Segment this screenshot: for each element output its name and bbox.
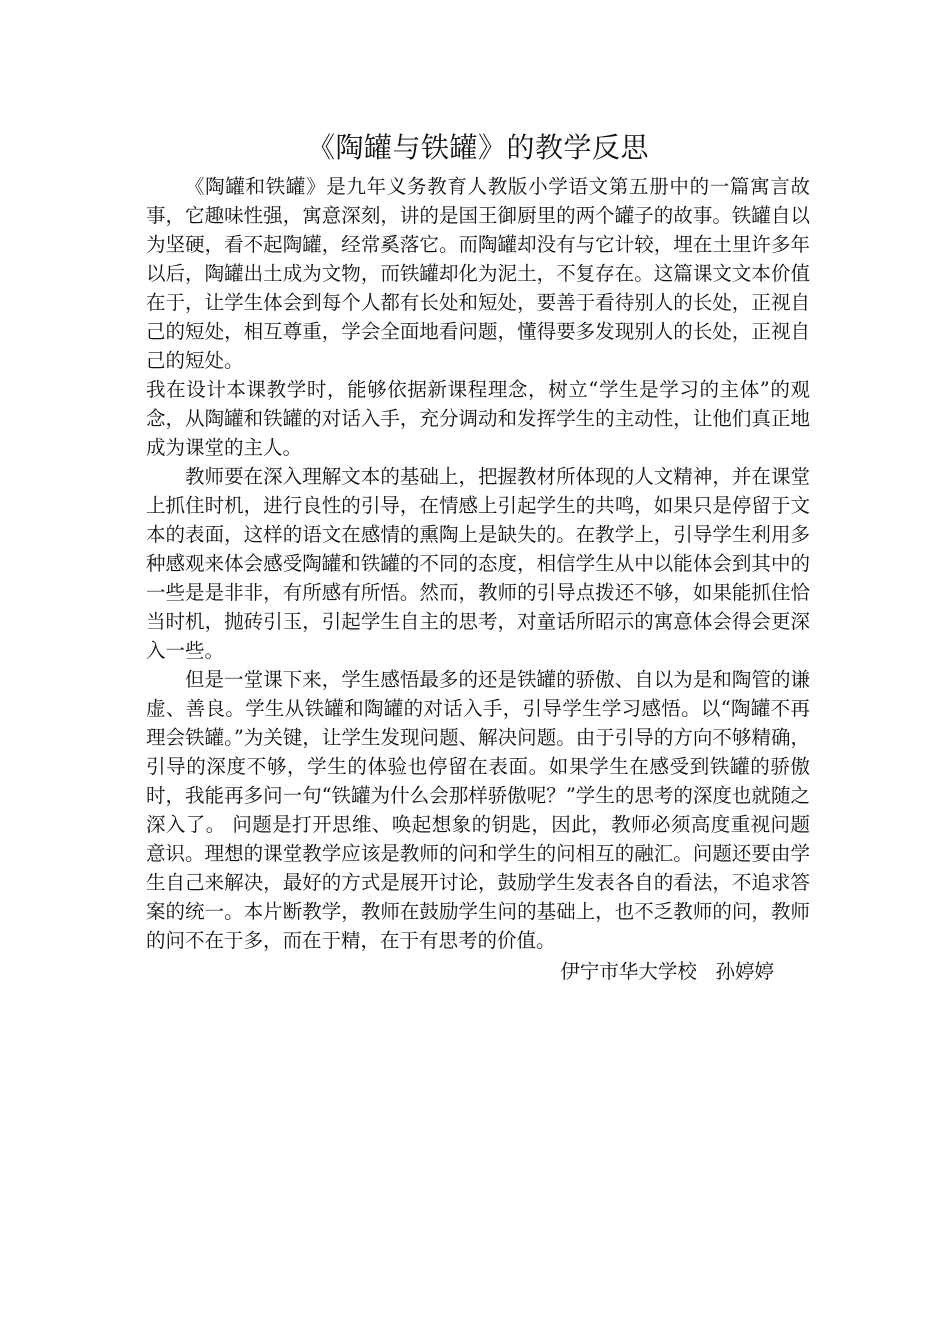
document-page xyxy=(146,128,810,986)
author-signature: 伊宁市华大学校 孙婷婷 xyxy=(560,960,774,983)
document-title: 《陶罐与铁罐》的教学反思 xyxy=(306,131,649,164)
paragraph-teacher-guidance: 教师要在深入理解文本的基础上，把握教材所体现的人文精神，并在课堂上抓住时机，进行良性的引导，在情感上引起学生的共鸣，如果只是停留于文本的表面，这样的语文在感情的熏陶上是缺失的。在教学上，引导学生利用多种感观来体会感受陶罐和铁罐的不同的态度，相信学生从中以能体会到其中的一些是是非非，有所感有所悟。然而，教师的引导点拨还不够，如果能抓住恰当时机，抛砖引玉，引起学生自主的思考，对童话所昭示的寓意体会得会更深入一些。 xyxy=(146,465,810,662)
paragraph-intro: 《陶罐和铁罐》是九年义务教育人教版小学语文第五册中的一篇寓言故事，它趣味性强，寓意深刻，讲的是国王御厨里的两个罐子的故事。铁罐自以为坚硬，看不起陶罐，经常奚落它。而陶罐却没有与它计较，埋在土里许多年以后，陶罐出土成为文物，而铁罐却化为泥土，不复存在。这篇课文文本价值在于，让学生体会到每个人都有长处和短处，要善于看待别人的长处，正视自己的短处，相互尊重，学会全面地看问题，懂得要多发现别人的长处，正视自己的短处。 xyxy=(146,175,810,372)
paragraph-design: 我在设计本课教学时，能够依据新课程理念，树立“学生是学习的主体”的观念，从陶罐和铁罐的对话入手，充分调动和发挥学生的主动性，让他们真正地成为课堂的主人。 xyxy=(146,378,810,459)
paragraph-reflection: 但是一堂课下来，学生感悟最多的还是铁罐的骄傲、自以为是和陶管的谦虚、善良。学生从铁罐和陶罐的对话入手，引导学生学习感悟。以“陶罐不再理会铁罐。”为关键，让学生发现问题、解决问题。由于引导的方向不够精确，引导的深度不够，学生的体验也停留在表面。如果学生在感受到铁罐的骄傲时，我能再多问一句“铁罐为什么会那样骄傲呢？”学生的思考的深度也就随之深入了。 问题是打开思维、唤起想象的钥匙，因此，教师必须高度重视问题意识。理想的课堂教学应该是教师的问和学生的问相互的融汇。问题还要由学生自己来解决，最好的方式是展开讨论，鼓励学生发表各自的看法，不追求答案的统一。本片断教学，教师在鼓励学生问的基础上，也不乏教师的问，教师的问不在于多，而在于精，在于有思考的价值。 xyxy=(146,668,810,952)
